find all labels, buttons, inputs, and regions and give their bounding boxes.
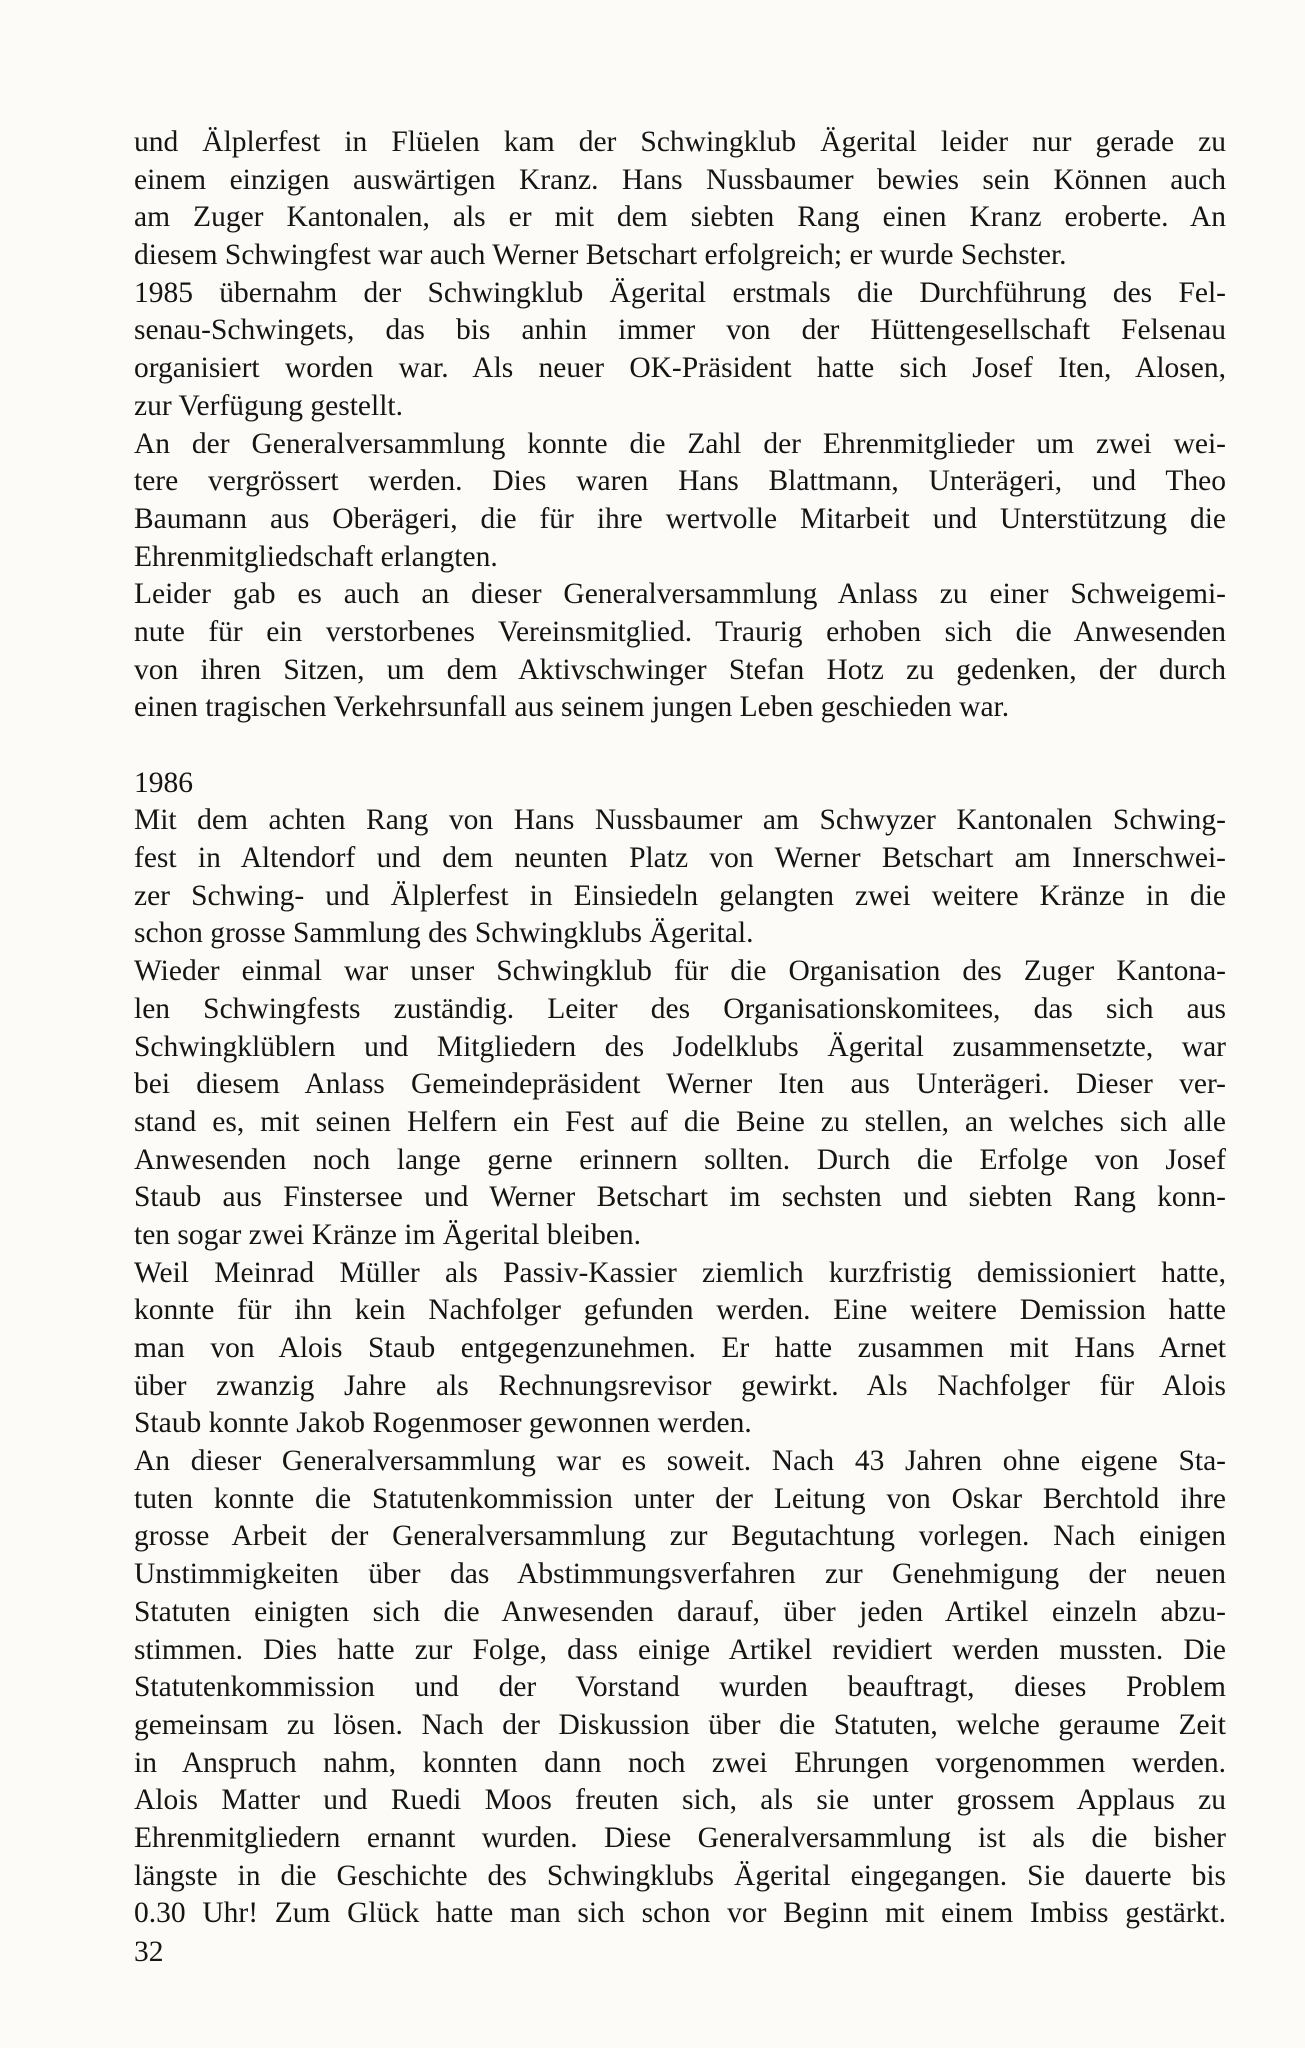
text-line: tere vergrössert werden. Dies waren Hans Blattmann, Unterägeri, und Theo bbox=[134, 465, 1226, 498]
text-line: 0.30 Uhr! Zum Glück hatte man sich schon vor Beginn mit einem Imbiss gestärkt. bbox=[134, 1897, 1226, 1930]
text-line: in Anspruch nahm, konnten dann noch zwei Ehrungen vorgenommen werden. bbox=[134, 1746, 1226, 1779]
text-line: Anwesenden noch lange gerne erinnern sollten. Durch die Erfolge von Josef bbox=[134, 1143, 1226, 1176]
text-line: gemeinsam zu lösen. Nach der Diskussion über die Statuten, welche geraume Zeit bbox=[134, 1708, 1226, 1741]
text-line: An dieser Generalversammlung war es soweit. Nach 43 Jahren ohne eigene Sta- bbox=[134, 1445, 1226, 1478]
text-line: senau-Schwingets, das bis anhin immer von der Hüttengesellschaft Felsenau bbox=[134, 314, 1226, 347]
text-line: über zwanzig Jahre als Rechnungsrevisor gewirkt. Als Nachfolger für Alois bbox=[134, 1369, 1226, 1402]
text-line: Baumann aus Oberägeri, die für ihre wertvolle Mitarbeit und Unterstützung die bbox=[134, 502, 1226, 535]
text-line: Staub aus Finstersee und Werner Betschart im sechsten und siebten Rang konn- bbox=[134, 1181, 1226, 1214]
text-line: von ihren Sitzen, um dem Aktivschwinger Stefan Hotz zu gedenken, der durch bbox=[134, 653, 1226, 686]
text-line: organisiert worden war. Als neuer OK-Präsident hatte sich Josef Iten, Alosen, bbox=[134, 352, 1226, 385]
text-line: konnte für ihn kein Nachfolger gefunden werden. Eine weitere Demission hatte bbox=[134, 1294, 1226, 1327]
text-line: Wieder einmal war unser Schwingklub für die Organisation des Zuger Kantona- bbox=[134, 955, 1226, 988]
page-number: 32 bbox=[134, 1936, 164, 1968]
text-line: einen tragischen Verkehrsunfall aus seinem jungen Leben geschieden war. bbox=[134, 691, 1010, 724]
text-line: man von Alois Staub entgegenzunehmen. Er hatte zusammen mit Hans Arnet bbox=[134, 1332, 1226, 1364]
text-line: fest in Altendorf und dem neunten Platz von Werner Betschart am Innerschwei- bbox=[134, 842, 1226, 875]
text-line: zer Schwing- und Älplerfest in Einsiedeln gelangten zwei weitere Kränze in die bbox=[134, 879, 1226, 912]
text-line: am Zuger Kantonalen, als er mit dem siebten Rang einen Kranz eroberte. An bbox=[134, 201, 1226, 234]
text-line: stand es, mit seinen Helfern ein Fest auf die Beine zu stellen, an welches sich alle bbox=[134, 1105, 1226, 1138]
text-line: Unstimmigkeiten über das Abstimmungsverfahren zur Genehmigung der neuen bbox=[134, 1558, 1226, 1591]
text-line: Ehrenmitgliedern ernannt wurden. Diese Generalversammlung ist als die bisher bbox=[134, 1821, 1226, 1854]
text-line: Staub konnte Jakob Rogenmoser gewonnen werden. bbox=[134, 1407, 752, 1440]
text-line: diesem Schwingfest war auch Werner Betschart erfolgreich; er wurde Sechster. bbox=[134, 239, 1067, 272]
text-line: Mit dem achten Rang von Hans Nussbaumer am Schwyzer Kantonalen Schwing- bbox=[134, 804, 1226, 837]
text-line: Schwingklüblern und Mitgliedern des Jodelklubs Ägerital zusammensetzte, war bbox=[134, 1030, 1226, 1063]
text-line: Statuten einigten sich die Anwesenden darauf, über jeden Artikel einzeln abzu- bbox=[134, 1595, 1226, 1628]
text-line: len Schwingfests zuständig. Leiter des Organisationskomitees, das sich aus bbox=[134, 992, 1226, 1025]
year-heading: 1986 bbox=[134, 766, 193, 799]
text-line: bei diesem Anlass Gemeindepräsident Werner Iten aus Unterägeri. Dieser ver- bbox=[134, 1068, 1226, 1101]
text-line: Weil Meinrad Müller als Passiv-Kassier ziemlich kurzfristig demissioniert hatte, bbox=[134, 1256, 1226, 1289]
text-line: einem einzigen auswärtigen Kranz. Hans Nussbaumer bewies sein Können auch bbox=[134, 163, 1226, 196]
text-line: ten sogar zwei Kränze im Ägerital bleiben. bbox=[134, 1218, 642, 1251]
text-line: stimmen. Dies hatte zur Folge, dass einige Artikel revidiert werden mussten. Die bbox=[134, 1633, 1226, 1666]
text-line: und Älplerfest in Flüelen kam der Schwingklub Ägerital leider nur gerade zu bbox=[134, 126, 1226, 158]
text-line: Ehrenmitgliedschaft erlangten. bbox=[134, 540, 498, 573]
text-line: längste in die Geschichte des Schwingklubs Ägerital eingegangen. Sie dauerte bis bbox=[134, 1859, 1226, 1892]
text-line: schon grosse Sammlung des Schwingklubs Ägerital. bbox=[134, 917, 754, 950]
body-text bbox=[134, 124, 1226, 1933]
text-line: nute für ein verstorbenes Vereinsmitglied. Traurig erhoben sich die Anwesenden bbox=[134, 615, 1226, 648]
text-line: tuten konnte die Statutenkommission unter der Leitung von Oskar Berchtold ihre bbox=[134, 1482, 1226, 1515]
text-line: grosse Arbeit der Generalversammlung zur Begutachtung vorlegen. Nach einigen bbox=[134, 1520, 1226, 1553]
text-line: zur Verfügung gestellt. bbox=[134, 389, 403, 422]
text-line: Alois Matter und Ruedi Moos freuten sich, als sie unter grossem Applaus zu bbox=[134, 1784, 1226, 1817]
text-line: Leider gab es auch an dieser Generalversammlung Anlass zu einer Schweigemi- bbox=[134, 578, 1226, 611]
text-line: 1985 übernahm der Schwingklub Ägerital erstmals die Durchführung des Fel- bbox=[134, 276, 1226, 309]
paragraph-spacer bbox=[134, 727, 1226, 765]
text-line: Statutenkommission und der Vorstand wurden beauftragt, dieses Problem bbox=[134, 1671, 1226, 1704]
text-line: An der Generalversammlung konnte die Zahl der Ehrenmitglieder um zwei wei- bbox=[134, 427, 1226, 460]
